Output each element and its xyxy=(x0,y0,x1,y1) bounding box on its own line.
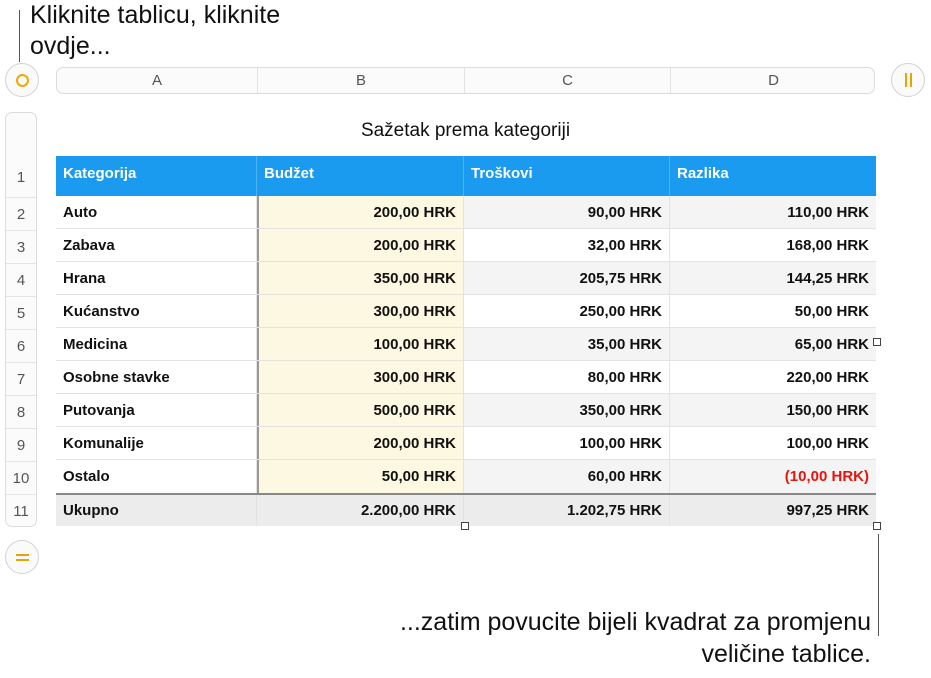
cell-category[interactable]: Medicina xyxy=(56,328,257,360)
row-header-7[interactable]: 7 xyxy=(6,362,36,395)
column-header-c[interactable]: C xyxy=(465,68,671,93)
callout-top-text: Kliknite tablicu, kliknite ovdje... xyxy=(30,1,281,60)
row-header-5[interactable]: 5 xyxy=(6,296,36,329)
cell-category[interactable]: Auto xyxy=(56,196,257,228)
row-control-button[interactable] xyxy=(5,540,39,574)
resize-handle-corner[interactable] xyxy=(873,522,881,530)
cell-category[interactable]: Putovanja xyxy=(56,394,257,426)
cell-difference[interactable]: 220,00 HRK xyxy=(786,368,869,386)
pause-bars-icon xyxy=(905,73,912,87)
cell-difference[interactable]: 168,00 HRK xyxy=(786,236,869,254)
header-cell-budget[interactable]: Budžet xyxy=(257,156,464,196)
cell-budget[interactable]: 200,00 HRK xyxy=(257,427,464,459)
row-header-6[interactable]: 6 xyxy=(6,329,36,362)
cell-category[interactable]: Kućanstvo xyxy=(56,295,257,327)
row-header-8[interactable]: 8 xyxy=(6,395,36,428)
cell-budget[interactable]: 300,00 HRK xyxy=(257,295,464,327)
cell-category[interactable]: Komunalije xyxy=(56,427,257,459)
cell-expenses[interactable]: 250,00 HRK xyxy=(464,295,670,327)
table-row xyxy=(56,427,876,460)
cell-difference[interactable]: 100,00 HRK xyxy=(786,434,869,452)
total-cell-budget[interactable]: 2.200,00 HRK xyxy=(257,495,464,526)
equals-bars-icon xyxy=(16,554,29,561)
cell-budget[interactable]: 200,00 HRK xyxy=(257,229,464,261)
cell-category[interactable]: Hrana xyxy=(56,262,257,294)
cell-difference[interactable]: 110,00 HRK xyxy=(670,196,876,228)
table-row xyxy=(56,262,876,295)
row-header-1[interactable]: 1 xyxy=(16,168,26,186)
total-cell-label[interactable]: Ukupno xyxy=(56,495,257,526)
cell-budget[interactable]: 200,00 HRK xyxy=(257,196,464,228)
cell-expenses[interactable]: 80,00 HRK xyxy=(464,361,670,393)
cell-budget[interactable]: 350,00 HRK xyxy=(257,262,464,294)
total-cell-difference[interactable]: 997,25 HRK xyxy=(670,495,876,526)
table-row xyxy=(56,295,876,328)
callout-leader-bottom xyxy=(878,534,879,636)
resize-handle-bottom[interactable] xyxy=(461,522,469,530)
circle-select-icon xyxy=(16,74,29,87)
column-header-d[interactable]: D xyxy=(768,72,779,89)
column-header-bar xyxy=(56,67,875,94)
table-select-button[interactable] xyxy=(5,63,39,97)
cell-expenses[interactable]: 60,00 HRK xyxy=(464,460,670,493)
cell-category[interactable]: Osobne stavke xyxy=(56,361,257,393)
column-control-button[interactable] xyxy=(891,63,925,97)
row-header-2[interactable]: 2 xyxy=(6,197,36,230)
table-row xyxy=(56,394,876,427)
row-header-4[interactable]: 4 xyxy=(6,263,36,296)
row-header-9[interactable]: 9 xyxy=(6,428,36,461)
cell-difference[interactable]: 65,00 HRK xyxy=(670,328,876,360)
cell-difference[interactable]: 144,25 HRK xyxy=(670,262,876,294)
column-header-a[interactable]: A xyxy=(57,68,258,93)
header-cell-expenses[interactable]: Troškovi xyxy=(464,156,670,196)
row-header-11[interactable]: 11 xyxy=(6,494,36,527)
cell-expenses[interactable]: 205,75 HRK xyxy=(464,262,670,294)
summary-table xyxy=(56,156,876,526)
table-title[interactable]: Sažetak prema kategoriji xyxy=(360,120,571,141)
total-cell-expenses[interactable]: 1.202,75 HRK xyxy=(464,495,670,526)
callout-leader-top xyxy=(19,10,20,62)
table-row xyxy=(56,196,876,229)
table-body xyxy=(56,196,876,493)
cell-budget[interactable]: 300,00 HRK xyxy=(257,361,464,393)
column-header-b[interactable]: B xyxy=(258,68,465,93)
cell-budget[interactable]: 500,00 HRK xyxy=(257,394,464,426)
callout-bottom-text: ...zatim povucite bijeli kvadrat za promjenu veličine tablice. xyxy=(399,608,871,668)
cell-budget[interactable]: 100,00 HRK xyxy=(257,328,464,360)
row-header-3[interactable]: 3 xyxy=(6,230,36,263)
table-header-row xyxy=(56,156,876,196)
cell-expenses[interactable]: 35,00 HRK xyxy=(464,328,670,360)
table-row xyxy=(56,328,876,361)
table-row xyxy=(56,361,876,394)
cell-difference[interactable]: 150,00 HRK xyxy=(670,394,876,426)
cell-expenses[interactable]: 100,00 HRK xyxy=(464,427,670,459)
cell-category[interactable]: Zabava xyxy=(56,229,257,261)
cell-budget[interactable]: 50,00 HRK xyxy=(257,460,464,493)
table-row xyxy=(56,460,876,493)
row-header-bar xyxy=(5,112,37,527)
resize-handle-right[interactable] xyxy=(873,338,881,346)
cell-category[interactable]: Ostalo xyxy=(56,460,257,493)
cell-difference-negative[interactable]: (10,00 HRK) xyxy=(670,460,876,493)
cell-expenses[interactable]: 350,00 HRK xyxy=(464,394,670,426)
header-cell-difference[interactable]: Razlika xyxy=(670,156,876,196)
cell-difference[interactable]: 50,00 HRK xyxy=(794,302,869,320)
cell-expenses[interactable]: 90,00 HRK xyxy=(464,196,670,228)
cell-expenses[interactable]: 32,00 HRK xyxy=(464,229,670,261)
header-cell-category[interactable]: Kategorija xyxy=(56,156,257,196)
table-row xyxy=(56,229,876,262)
row-header-10[interactable]: 10 xyxy=(6,461,36,494)
